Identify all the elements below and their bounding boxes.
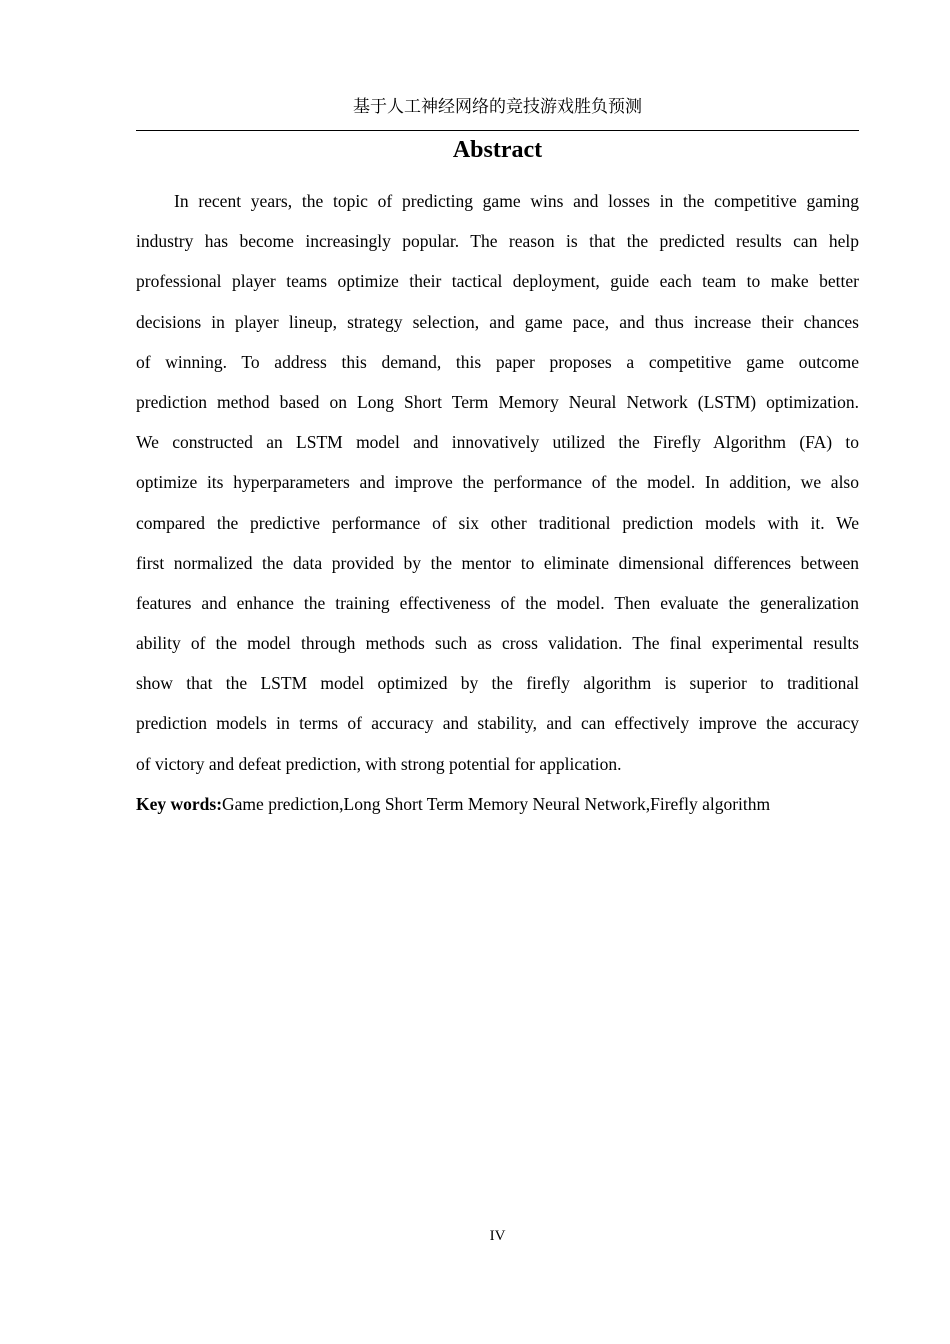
abstract-body — [136, 188, 859, 791]
page-title: Abstract — [452, 137, 543, 163]
abstract-line: of winning. To address this demand, this paper proposes a competitive game outcome — [136, 351, 859, 372]
abstract-line: We constructed an LSTM model and innovatively utilized the Firefly Algorithm (FA) to — [136, 432, 859, 453]
abstract-line: features and enhance the training effectiveness of the model. Then evaluate the generalization — [136, 592, 859, 613]
abstract-line: decisions in player lineup, strategy selection, and game pace, and thus increase their chances — [136, 311, 859, 332]
keywords-label: Key words: — [136, 794, 223, 814]
abstract-line: prediction method based on Long Short Term Memory Neural Network (LSTM) optimization. — [136, 391, 859, 412]
keywords-text: Game prediction,Long Short Term Memory Neural Network,Firefly algorithm — [222, 794, 771, 814]
abstract-line: first normalized the data provided by the mentor to eliminate dimensional differences between — [136, 552, 859, 573]
keywords — [136, 791, 876, 817]
abstract-line: show that the LSTM model optimized by the firefly algorithm is superior to traditional — [136, 673, 859, 694]
page-number: IV — [489, 1228, 506, 1244]
abstract-line: compared the predictive performance of six other traditional prediction models with it. We — [136, 512, 859, 533]
header-divider — [136, 130, 859, 131]
abstract-line: of victory and defeat prediction, with strong potential for application. — [136, 753, 622, 774]
running-header: 基于人工神经网络的竞技游戏胜负预测 — [353, 97, 642, 116]
abstract-line: optimize its hyperparameters and improve the performance of the model. In addition, we also — [136, 472, 859, 493]
abstract-line: industry has become increasingly popular. The reason is that the predicted results can help — [136, 231, 859, 252]
abstract-line: professional player teams optimize their tactical deployment, guide each team to make better — [136, 271, 859, 292]
abstract-line: ability of the model through methods such as cross validation. The final experimental results — [136, 633, 859, 654]
abstract-line: prediction models in terms of accuracy and stability, and can effectively improve the accuracy — [136, 713, 859, 734]
abstract-line: In recent years, the topic of predicting game wins and losses in the competitive gaming — [174, 191, 859, 211]
